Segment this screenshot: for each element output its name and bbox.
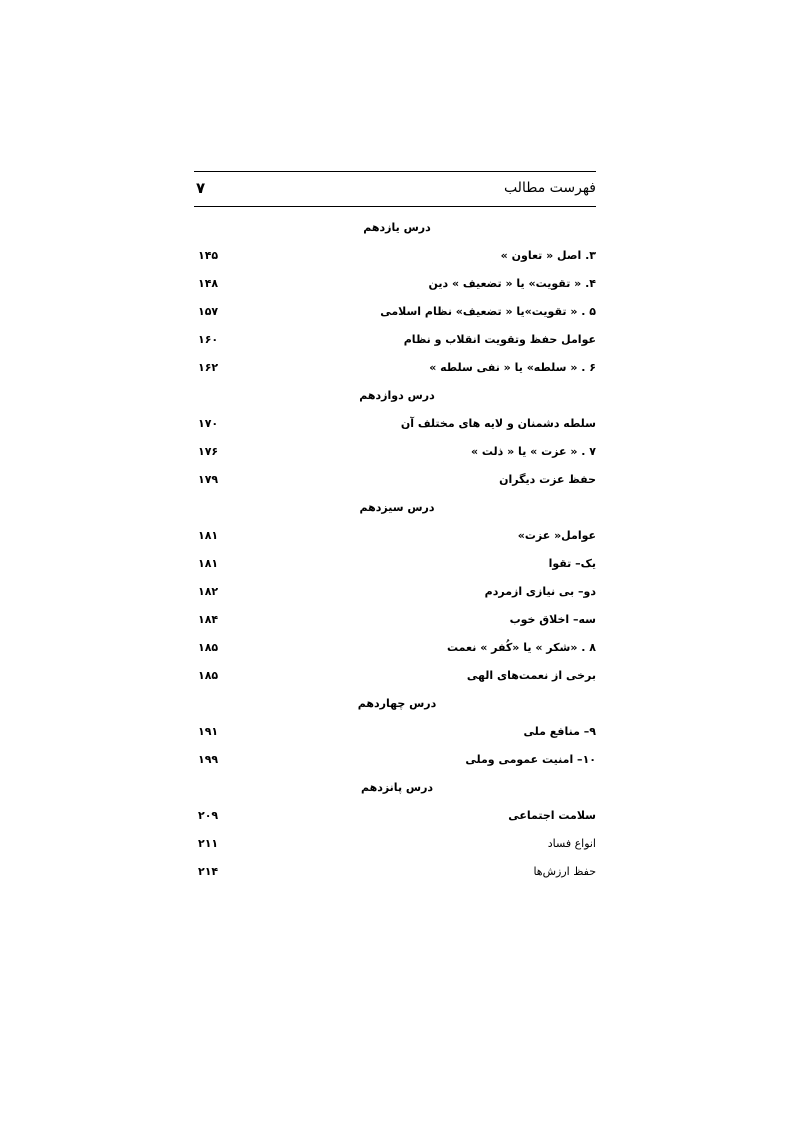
toc-entry[interactable] xyxy=(194,327,596,355)
toc-entry-page: ۱۷۹ xyxy=(198,473,219,486)
toc-entry-page: ۲۰۹ xyxy=(198,809,219,822)
toc-entry-title: ۱۰– امنیت عمومی وملی xyxy=(465,753,596,766)
toc-entry-page: ۱۷۰ xyxy=(198,417,219,430)
toc-entry-title: دو– بی نیازی ازمردم xyxy=(484,585,596,598)
toc-entry[interactable] xyxy=(194,635,596,663)
toc-section-title: درس دوازدهم xyxy=(359,389,435,402)
toc-entry[interactable] xyxy=(194,719,596,747)
toc-entry-title: سلطه دشمنان و لایه های مختلف آن xyxy=(400,417,596,430)
toc-entry-title: ۸ . «شکر » یا «کُفر » نعمت xyxy=(447,641,596,654)
toc-entry[interactable] xyxy=(194,859,596,887)
toc-entry-title: ۶ . « سلطه» یا « نفی سلطه » xyxy=(429,361,596,374)
toc-entry-title: ۴. « تقویت» یا « تضعیف » دین xyxy=(428,277,596,290)
toc-entry-page: ۱۸۵ xyxy=(198,641,219,654)
toc-entry-page: ۱۵۷ xyxy=(198,305,219,318)
toc-entry-title: ۵ . « تقویت»یا « تضعیف» نظام اسلامی xyxy=(380,305,596,318)
toc-entry-title: عوامل« عزت» xyxy=(517,529,596,542)
toc-entry-title: سلامت اجتماعی xyxy=(508,809,596,822)
page-header xyxy=(194,171,596,207)
toc-entry-page: ۱۸۱ xyxy=(198,557,219,570)
toc-entry[interactable] xyxy=(194,663,596,691)
toc-entry-page: ۱۹۱ xyxy=(198,725,219,738)
toc-entry-title: ۹– منافع ملی xyxy=(523,725,596,738)
toc-entry-page: ۱۴۸ xyxy=(198,277,219,290)
toc-entry[interactable] xyxy=(194,439,596,467)
toc-entry[interactable] xyxy=(194,355,596,383)
toc-entry-title: یک– تقوا xyxy=(548,557,596,570)
toc-entry-page: ۱۶۰ xyxy=(198,333,219,346)
toc-entry-title: ۷ . « عزت » یا « ذلت » xyxy=(470,445,596,458)
toc-entry[interactable] xyxy=(194,551,596,579)
toc-entry-title: حفظ ارزش‌ها xyxy=(533,865,596,878)
toc-section-title: درس سیزدهم xyxy=(359,501,435,514)
toc-entry-page: ۱۸۴ xyxy=(198,613,219,626)
toc-entry-title: سه– اخلاق خوب xyxy=(509,613,596,626)
toc-entry[interactable] xyxy=(194,299,596,327)
table-of-contents xyxy=(194,215,596,887)
toc-entry[interactable] xyxy=(194,523,596,551)
running-title: فهرست مطالب xyxy=(503,180,596,196)
toc-entry-title: حفظ عزت دیگران xyxy=(499,473,596,486)
page-number: ۷ xyxy=(196,179,206,197)
toc-entry-page: ۱۸۲ xyxy=(198,585,219,598)
toc-entry[interactable] xyxy=(194,747,596,775)
toc-entry[interactable] xyxy=(194,467,596,495)
toc-entry-page: ۱۶۲ xyxy=(198,361,219,374)
toc-section-title: درس پانزدهم xyxy=(360,781,434,794)
toc-entry[interactable] xyxy=(194,271,596,299)
toc-entry-page: ۱۴۵ xyxy=(198,249,219,262)
toc-entry-title: ۳. اصل « تعاون » xyxy=(500,249,596,262)
toc-entry[interactable] xyxy=(194,831,596,859)
toc-entry-page: ۱۸۵ xyxy=(198,669,219,682)
toc-entry-page: ۱۸۱ xyxy=(198,529,219,542)
toc-entry-title: برخی از نعمت‌های الهی xyxy=(466,669,596,682)
toc-entry[interactable] xyxy=(194,579,596,607)
toc-entry-title: انواع فساد xyxy=(547,837,596,850)
toc-entry[interactable] xyxy=(194,411,596,439)
toc-entry-page: ۱۷۶ xyxy=(198,445,219,458)
toc-entry[interactable] xyxy=(194,607,596,635)
toc-entry-page: ۲۱۱ xyxy=(198,837,219,850)
toc-entry-title: عوامل حفظ وتقویت انقلاب و نظام xyxy=(403,333,596,346)
toc-entry[interactable] xyxy=(194,243,596,271)
toc-section-title: درس چهاردهم xyxy=(357,697,437,710)
toc-entry[interactable] xyxy=(194,803,596,831)
toc-section-title: درس یازدهم xyxy=(363,221,431,234)
toc-entry-page: ۲۱۴ xyxy=(198,865,219,878)
toc-entry-page: ۱۹۹ xyxy=(198,753,219,766)
